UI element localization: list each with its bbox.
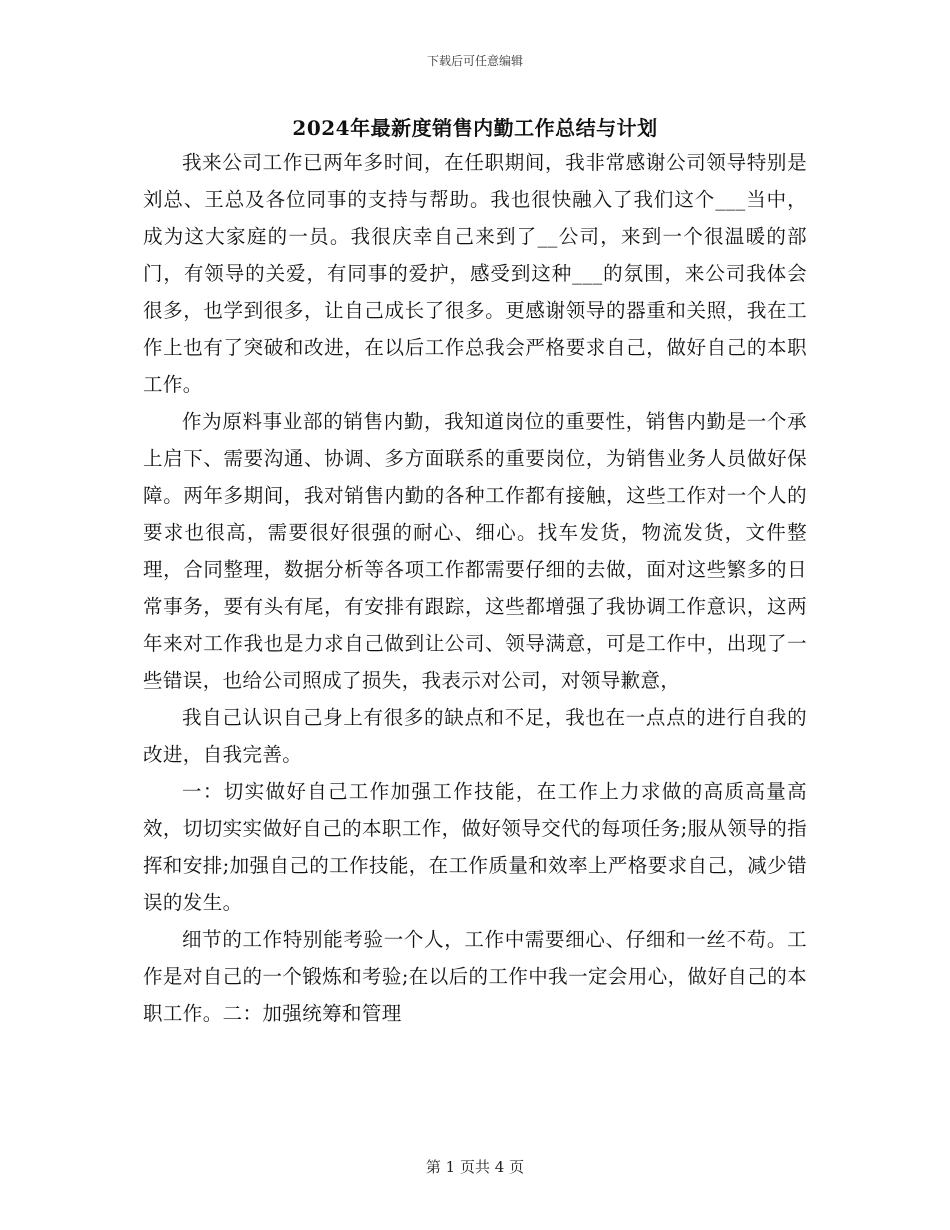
page-number: 第 1 页共 4 页 xyxy=(425,1158,525,1176)
page-header-note: 下载后可任意编辑 xyxy=(426,54,523,68)
paragraph-details: 细节的工作特别能考验一个人，工作中需要细心、仔细和一丝不苟。工作是对自己的一个锻炼和考验;在以后的工作中我一定会用心，做好自己的本职工作。二：加强统筹和管理 xyxy=(143,928,807,1025)
paragraph-intro: 我来公司工作已两年多时间，在任职期间，我非常感谢公司领导特别是刘总、王总及各位同事的支持与帮助。我也很快融入了我们这个___当中，成为这大家庭的一员。我很庆幸自己来到了__公司，来到一个很温暖的部门，有领导的关爱，有同事的爱护，感受到这种___的氛围，来公司我体会很多，也学到很多，让自己成长了很多。更感谢领导的器重和关照，我在工作上也有了突破和改进，在以后工作总我会严格要求自己，做好自己的本职工作。 xyxy=(143,151,807,396)
paragraph-role: 作为原料事业部的销售内勤，我知道岗位的重要性，销售内勤是一个承上启下、需要沟通、协调、多方面联系的重要岗位，为销售业务人员做好保障。两年多期间，我对销售内勤的各种工作都有接触，这些工作对一个人的要求也很高，需要很好很强的耐心、细心。找车发货，物流发货，文件整理，合同整理，数据分析等各项工作都需要仔细的去做，面对这些繁多的日常事务，要有头有尾，有安排有跟踪，这些都增强了我协调工作意识，这两年来对工作我也是力求自己做到让公司、领导满意，可是工作中，出现了一些错误，也给公司照成了损失，我表示对公司，对领导歉意， xyxy=(143,410,807,692)
paragraph-self-review: 我自己认识自己身上有很多的缺点和不足，我也在一点点的进行自我的改进，自我完善。 xyxy=(143,706,807,766)
document-title: 2024年最新度销售内勤工作总结与计划 xyxy=(292,116,658,140)
paragraph-point-one: 一：切实做好自己工作加强工作技能，在工作上力求做的高质高量高效，切切实实做好自己的本职工作，做好领导交代的每项任务;服从领导的指挥和安排;加强自己的工作技能，在工作质量和效率上严格要求自己，减少错误的发生。 xyxy=(143,780,807,914)
document-body xyxy=(143,144,807,1032)
